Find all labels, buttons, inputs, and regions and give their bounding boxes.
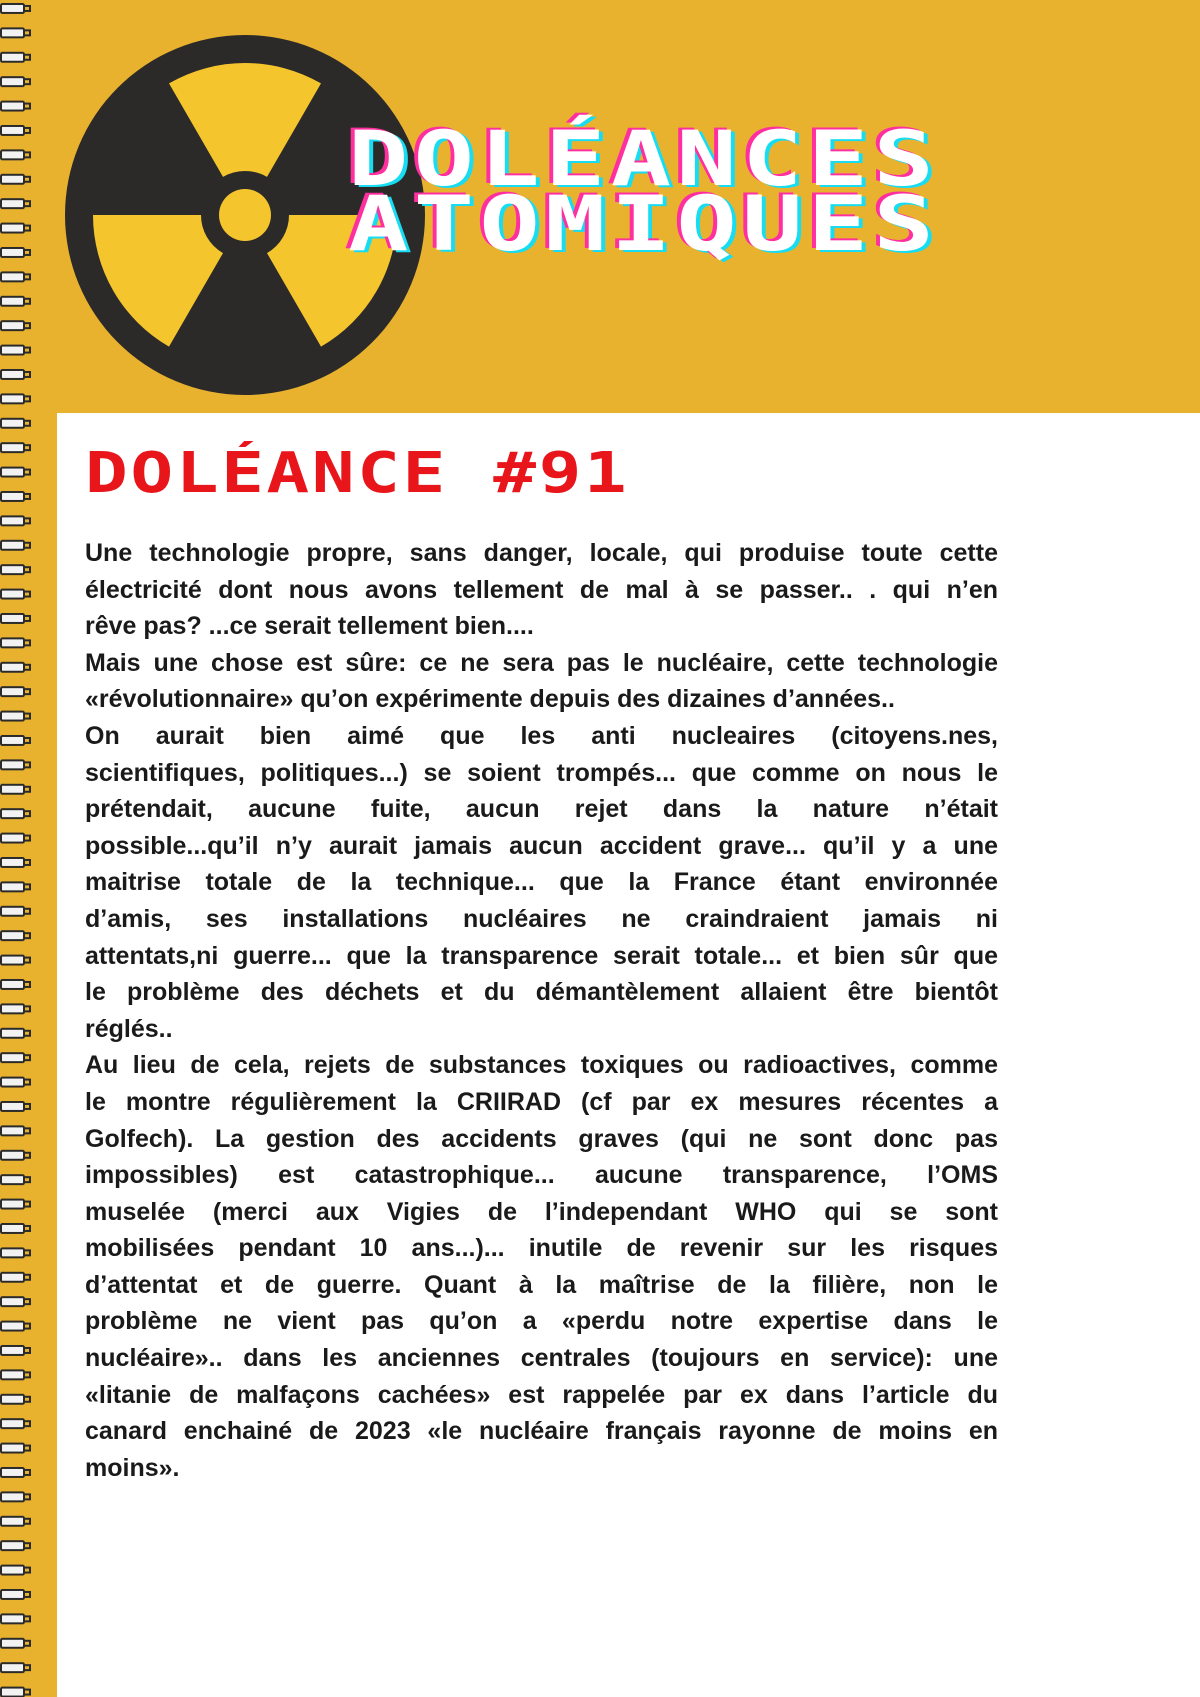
spiral-binding — [0, 0, 34, 1697]
body-line: «litanie de malfaçons cachées» est rappelée par ex dans l’article du — [85, 1380, 998, 1409]
radiation-center-dot — [219, 189, 271, 241]
page-header — [0, 0, 1200, 413]
doleance-body — [85, 535, 998, 1486]
body-line: nucléaire».. dans les anciennes centrales (toujours en service): une — [85, 1344, 998, 1373]
body-paragraph — [85, 645, 998, 718]
body-line: problème ne vient pas qu’on a «perdu notre expertise dans le — [85, 1307, 998, 1336]
binding-rings — [0, 0, 34, 1697]
body-line: scientifiques, politiques...) se soient trompés... que comme on nous le — [85, 758, 998, 787]
title-line-2: ATOMIQUES — [348, 179, 940, 268]
body-line: moins». — [85, 1453, 180, 1482]
body-line: Golfech). La gestion des accidents graves (qui ne sont donc pas — [85, 1124, 998, 1153]
title-line-1: DOLÉANCES — [348, 114, 940, 203]
body-line: rêve pas? ...ce serait tellement bien.... — [85, 612, 534, 641]
body-line: possible...qu’il n’y aurait jamais aucun accident grave... qu’il y a une — [85, 831, 998, 860]
body-paragraph — [85, 1047, 998, 1486]
body-line: électricité dont nous avons tellement de mal à se passer.. . qui n’en — [85, 575, 998, 604]
body-line: On aurait bien aimé que les anti nucleaires (citoyens.nes, — [85, 721, 998, 750]
body-line: «révolutionnaire» qu’on expérimente depuis des dizaines d’années.. — [85, 685, 895, 714]
body-line: prétendait, aucune fuite, aucun rejet dans la nature n’était — [85, 795, 998, 824]
body-line: d’amis, ses installations nucléaires ne craindraient jamais ni — [85, 904, 998, 933]
body-line: canard enchainé de 2023 «le nucléaire français rayonne de moins en — [85, 1417, 998, 1446]
body-line: le problème des déchets et du démantèlement allaient être bientôt — [85, 978, 998, 1007]
body-line: Au lieu de cela, rejets de substances toxiques ou radioactives, comme — [85, 1051, 998, 1080]
body-line: mobilisées pendant 10 ans...)... inutile de revenir sur les risques — [85, 1234, 998, 1263]
body-line: Une technologie propre, sans danger, locale, qui produise toute cette — [85, 539, 998, 567]
body-line: Mais une chose est sûre: ce ne sera pas le nucléaire, cette technologie — [85, 648, 998, 677]
doleance-heading: DOLÉANCE #91 — [85, 441, 630, 506]
body-line: d’attentat et de guerre. Quant à la maîtrise de la filière, non le — [85, 1270, 998, 1299]
body-paragraph — [85, 718, 998, 1047]
body-line: impossibles) est catastrophique... aucune transparence, l’OMS — [85, 1161, 998, 1190]
body-line: le montre régulièrement la CRIIRAD (cf par ex mesures récentes a — [85, 1087, 998, 1116]
body-line: réglés.. — [85, 1014, 173, 1043]
body-line: muselée (merci aux Vigies de l’independant WHO qui se sont — [85, 1197, 998, 1226]
body-line: maitrise totale de la technique... que la France étant environnée — [85, 868, 998, 897]
body-paragraph — [85, 535, 998, 645]
body-line: attentats,ni guerre... que la transparence serait totale... et bien sûr que — [85, 941, 998, 970]
